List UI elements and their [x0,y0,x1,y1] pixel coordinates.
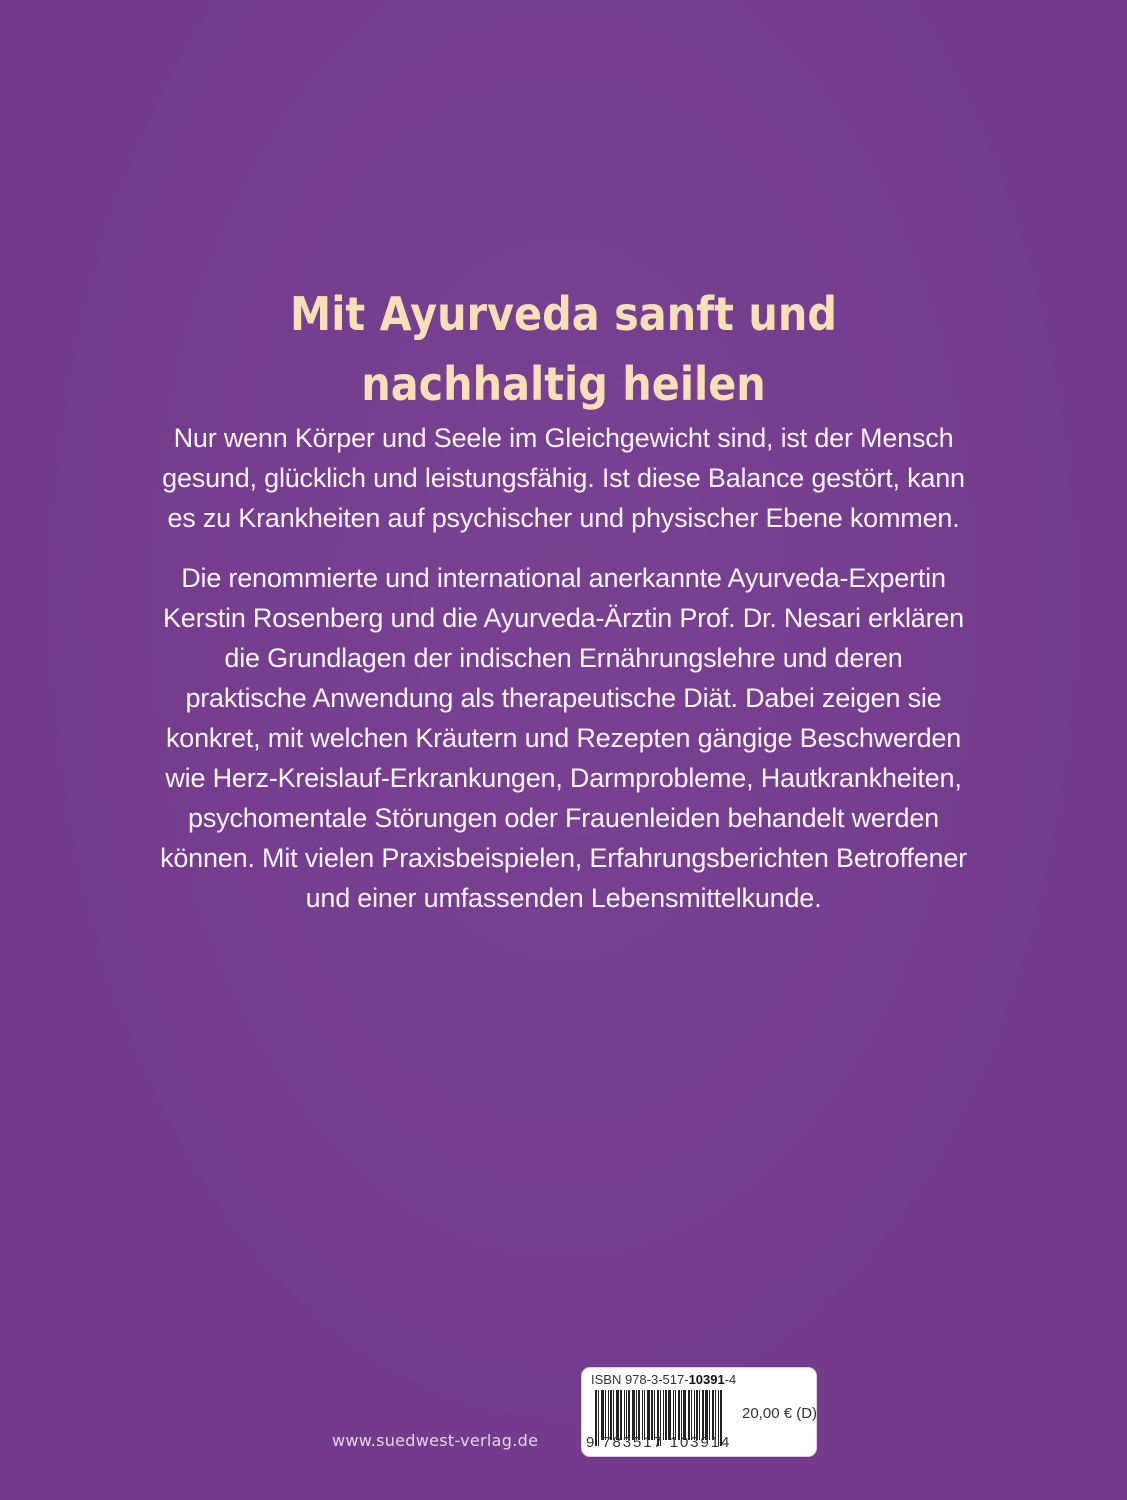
blurb-line: es zu Krankheiten auf psychischer und physischer Ebene kommen. [167,503,960,533]
blurb-line: praktische Anwendung als therapeutische Diät. Dabei zeigen sie [185,683,942,713]
blurb-line: psychomentale Störungen oder Frauenleiden behandelt werden [188,803,939,833]
barcode-digits [586,1434,731,1451]
blurb-line: und einer umfassenden Lebensmittelkunde. [305,883,822,913]
isbn-check-digit: -4 [724,1372,737,1387]
price-label: 20,00 € (D) [742,1405,818,1422]
blurb-line: konkret, mit welchen Kräutern und Rezepten gängige Beschwerden [165,723,962,753]
barcode-icon [595,1390,743,1440]
headline-line-2: nachhaltig heilen [361,356,766,411]
blurb-line: die Grundlagen der indischen Ernährungslehre und deren [224,643,903,673]
blurb-line: gesund, glücklich und leistungsfähig. Ist diese Balance gestört, kann [162,463,965,493]
barcode-first-digit: 9 [586,1434,597,1451]
isbn-barcode-label [581,1367,817,1457]
isbn-number [591,1372,736,1387]
cover-headline [56,279,1070,419]
isbn-prefix: ISBN 978-3-517- [591,1372,689,1387]
blurb-paragraph-2 [0,558,1127,918]
barcode-digit-groups: 783517 103914 [602,1434,732,1451]
headline-line-1: Mit Ayurveda sanft und [290,286,837,341]
blurb-line: Die renommierte und international anerkannte Ayurveda-Expertin [181,563,946,593]
publisher-website-link[interactable]: www.suedwest-verlag.de [332,1431,539,1450]
blurb-line: können. Mit vielen Praxisbeispielen, Erfahrungsberichten Betroffener [160,843,967,873]
blurb-line: Nur wenn Körper und Seele im Gleichgewicht sind, ist der Mensch [173,423,954,453]
blurb-paragraph-1 [0,418,1127,538]
isbn-title-code: 10391 [688,1372,725,1387]
blurb-line: wie Herz-Kreislauf-Erkrankungen, Darmprobleme, Hautkrankheiten, [165,763,962,793]
blurb-line: Kerstin Rosenberg und die Ayurveda-Ärztin Prof. Dr. Nesari erklären [163,603,964,633]
